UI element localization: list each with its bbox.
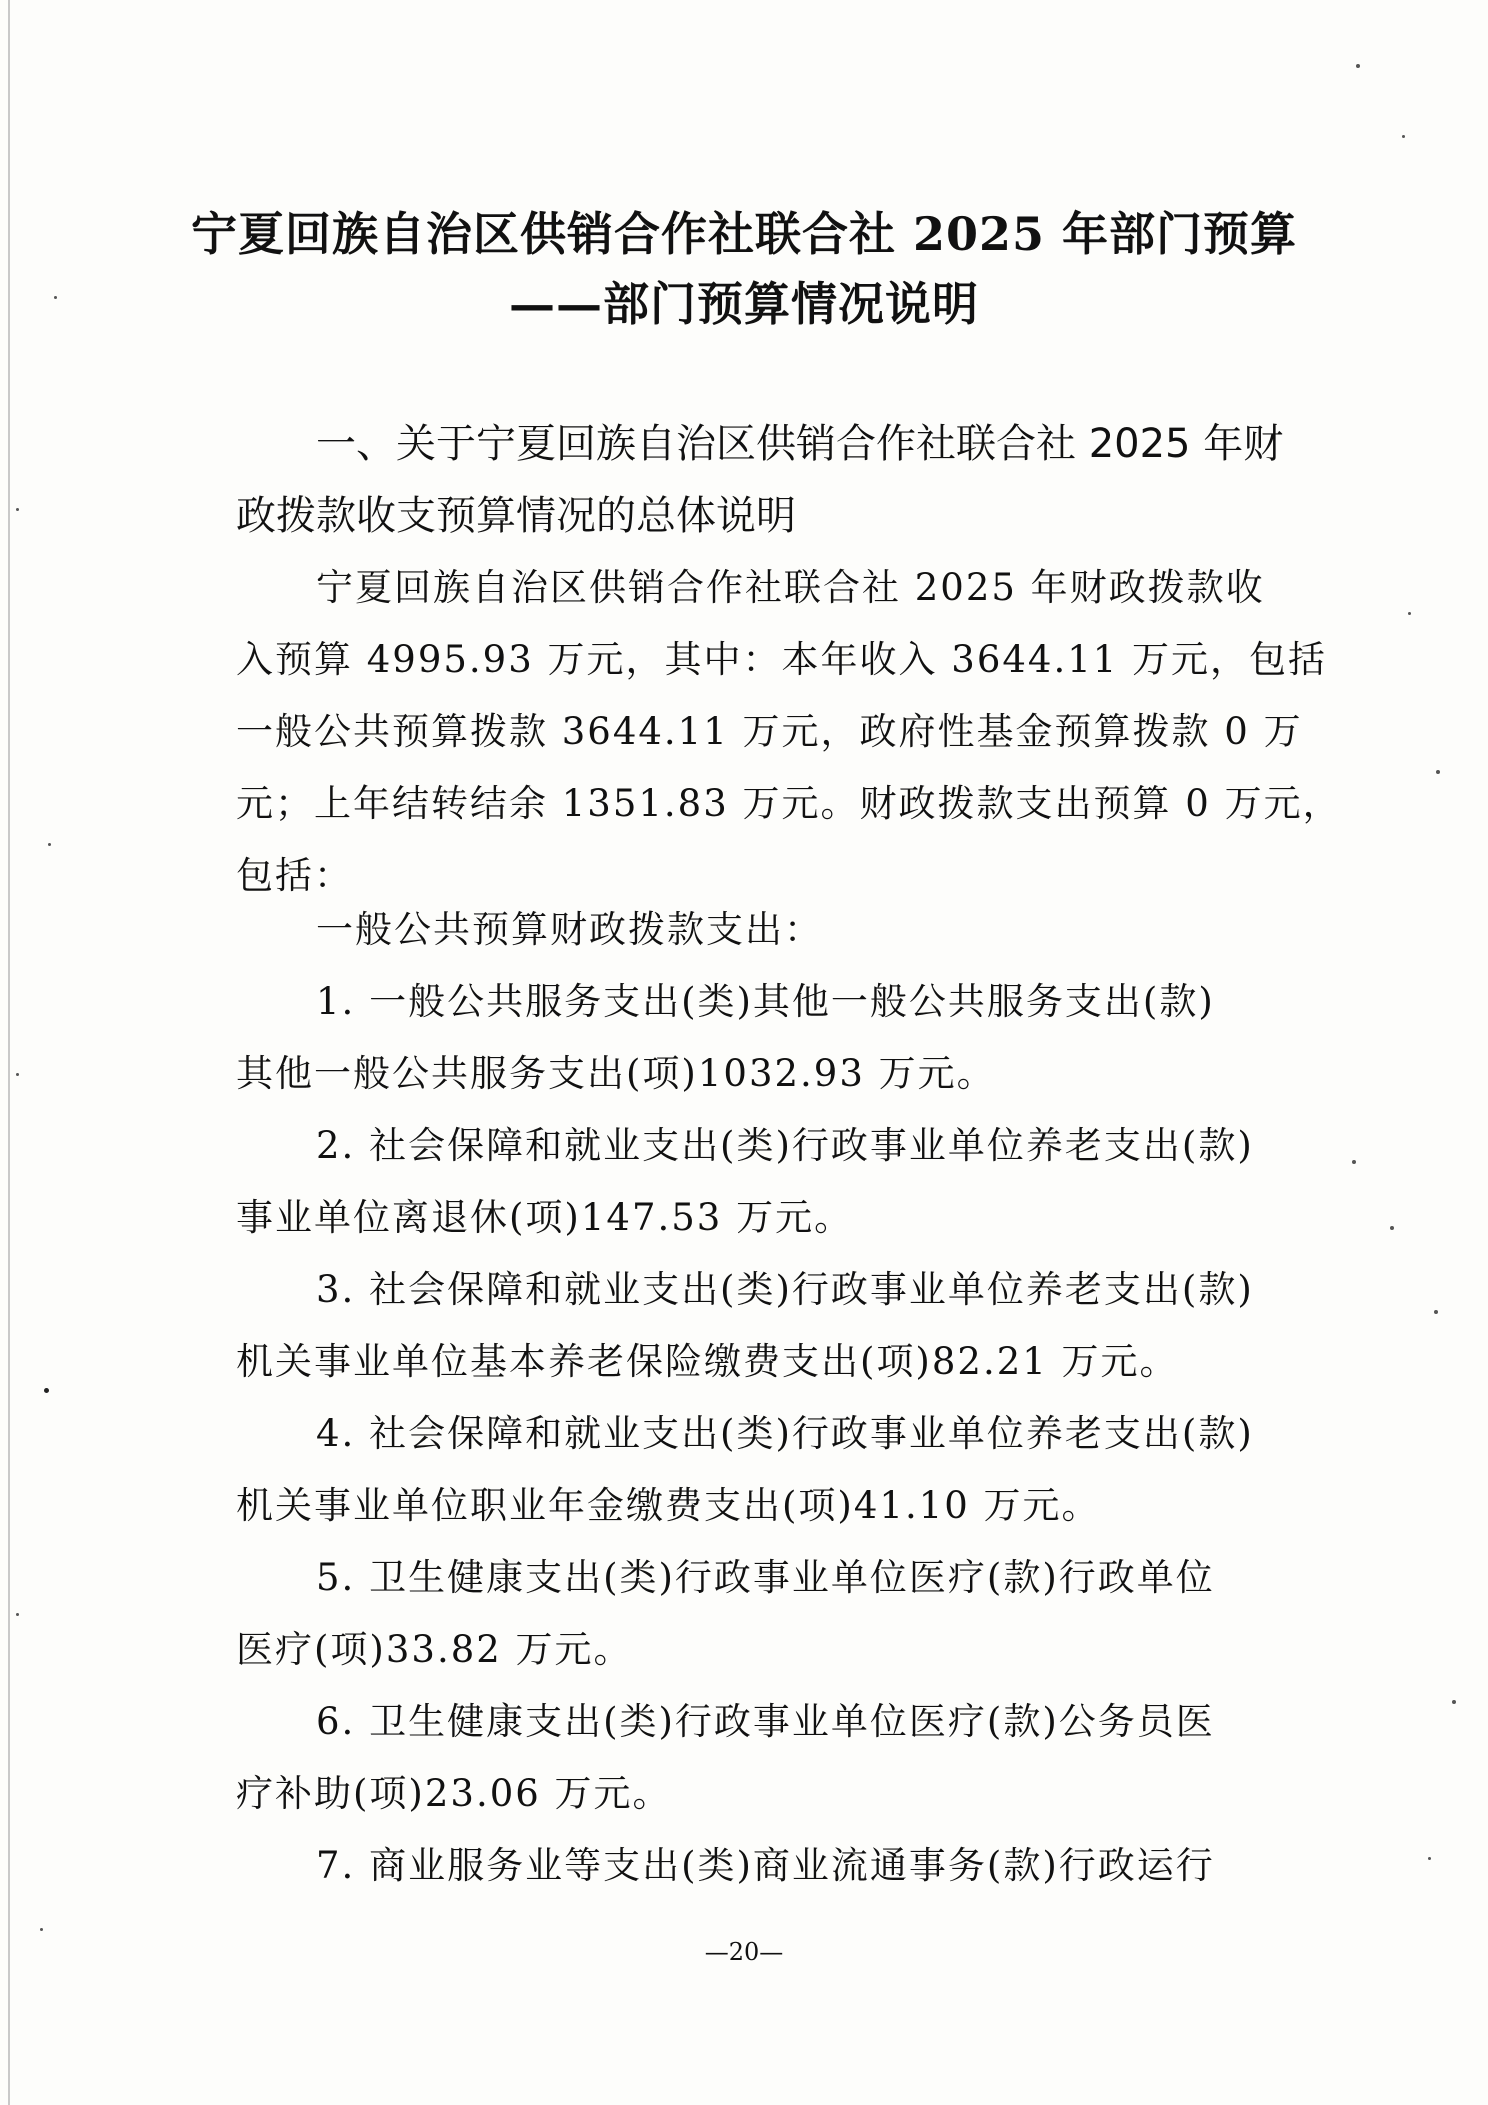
section-heading: [236, 408, 1284, 552]
item-line: 3. 社会保障和就业支出(类)行政事业单位养老支出(款): [316, 1268, 1254, 1311]
item-line: 1. 一般公共服务支出(类)其他一般公共服务支出(款): [316, 980, 1215, 1023]
section-heading-line-2: 政拨款收支预算情况的总体说明: [236, 493, 796, 539]
item-line: 7. 商业服务业等支出(类)商业流通事务(款)行政运行: [316, 1844, 1215, 1887]
scan-speck: [1356, 64, 1360, 68]
item-line: 医疗(项)33.82 万元。: [236, 1628, 633, 1671]
document-title-line-1: 宁夏回族自治区供销合作社联合社 2025 年部门预算: [190, 207, 1298, 261]
item-line: 疗补助(项)23.06 万元。: [236, 1772, 672, 1815]
expenditure-item-6: [236, 1686, 1276, 1830]
expenditure-item-4: [236, 1398, 1276, 1542]
scan-speck: [16, 1613, 19, 1616]
summary-paragraph: [236, 552, 1342, 912]
scan-speck: [40, 1928, 43, 1931]
scan-speck: [48, 843, 51, 846]
summary-line-2: 入预算 4995.93 万元，其中：本年收入 3644.11 万元，包括: [236, 638, 1328, 681]
summary-line-4: 元；上年结转结余 1351.83 万元。财政拨款支出预算 0 万元，: [236, 782, 1342, 825]
expenditure-item-2: [236, 1110, 1276, 1254]
item-line: 机关事业单位基本养老保险缴费支出(项)82.21 万元。: [236, 1340, 1179, 1383]
scan-speck: [1452, 1700, 1456, 1704]
scan-speck: [1428, 1857, 1431, 1860]
scan-speck: [16, 508, 19, 511]
item-line: 4. 社会保障和就业支出(类)行政事业单位养老支出(款): [316, 1412, 1254, 1455]
expenditure-item-1: [236, 966, 1276, 1110]
scan-speck: [1390, 1226, 1394, 1230]
expenditure-subheading: [236, 894, 1276, 966]
expenditure-subheading-text: 一般公共预算财政拨款支出：: [316, 908, 823, 951]
expenditure-item-5: [236, 1542, 1276, 1686]
item-line: 机关事业单位职业年金缴费支出(项)41.10 万元。: [236, 1484, 1101, 1527]
scan-speck: [1436, 770, 1440, 774]
section-heading-line-1: 一、关于宁夏回族自治区供销合作社联合社 2025 年财: [316, 421, 1284, 467]
item-line: 其他一般公共服务支出(项)1032.93 万元。: [236, 1052, 996, 1095]
item-line: 6. 卫生健康支出(类)行政事业单位医疗(款)公务员医: [316, 1700, 1215, 1743]
page-number: —20—: [704, 1938, 784, 1966]
item-line: 2. 社会保障和就业支出(类)行政事业单位养老支出(款): [316, 1124, 1254, 1167]
scan-speck: [1434, 1310, 1438, 1314]
scan-speck: [16, 1073, 19, 1076]
summary-line-5: 包括：: [236, 854, 353, 897]
scan-speck: [1402, 135, 1405, 138]
item-line: 事业单位离退休(项)147.53 万元。: [236, 1196, 854, 1239]
scan-speck: [1408, 612, 1411, 615]
item-line: 5. 卫生健康支出(类)行政事业单位医疗(款)行政单位: [316, 1556, 1215, 1599]
expenditure-item-7: [236, 1830, 1276, 1902]
summary-line-3: 一般公共预算拨款 3644.11 万元，政府性基金预算拨款 0 万: [236, 710, 1303, 753]
scan-speck: [1352, 1160, 1356, 1164]
document-title-line-2: ——部门预算情况说明: [509, 277, 979, 331]
scan-speck: [44, 1388, 49, 1393]
summary-line-1: 宁夏回族自治区供销合作社联合社 2025 年财政拨款收: [316, 566, 1265, 609]
expenditure-item-3: [236, 1254, 1276, 1398]
